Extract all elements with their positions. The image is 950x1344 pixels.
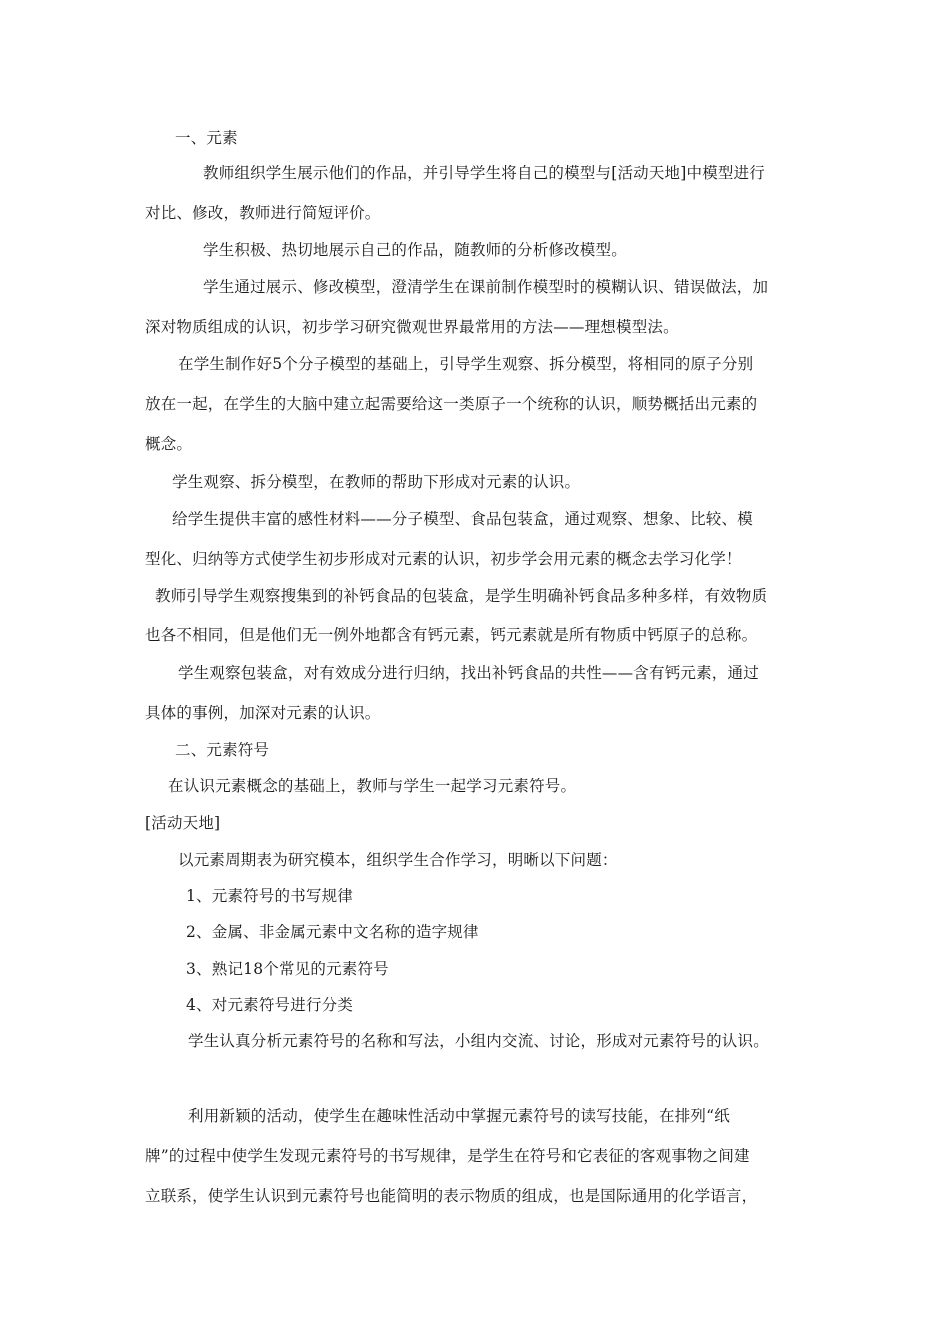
- section2-heading: 二、元素符号: [175, 741, 270, 759]
- s1-p6-line1: 给学生提供丰富的感性材料——分子模型、食品包装盒，通过观察、想象、比较、模: [172, 510, 753, 528]
- s1-p3-line2: 深对物质组成的认识，初步学习研究微观世界最常用的方法——理想模型法。: [145, 318, 679, 336]
- list-item-1: 1、元素符号的书写规律: [186, 887, 354, 905]
- s1-p8-line2: 具体的事例，加深对元素的认识。: [145, 704, 381, 722]
- list-item-2: 2、金属、非金属元素中文名称的造字规律: [186, 923, 479, 941]
- list-item-3: 3、熟记18个常见的元素符号: [186, 960, 389, 978]
- s1-p1-line1: 教师组织学生展示他们的作品，并引导学生将自己的模型与[活动天地]中模型进行: [203, 164, 765, 182]
- list-item-4: 4、对元素符号进行分类: [186, 996, 354, 1014]
- s1-p7-line2: 也各不相同，但是他们无一例外地都含有钙元素，钙元素就是所有物质中钙原子的总称。: [145, 626, 758, 644]
- s2-p4-line3: 立联系，使学生认识到元素符号也能简明的表示物质的组成，也是国际通用的化学语言，: [145, 1187, 758, 1205]
- s1-p5-line1: 学生观察、拆分模型，在教师的帮助下形成对元素的认识。: [172, 473, 581, 491]
- s1-p2-line1: 学生积极、热切地展示自己的作品，随教师的分析修改模型。: [203, 241, 627, 259]
- s1-p8-line1: 学生观察包装盒，对有效成分进行归纳，找出补钙食品的共性——含有钙元素，通过: [178, 664, 759, 682]
- s1-p1-line2: 对比、修改，教师进行简短评价。: [145, 204, 381, 222]
- s1-p4-line3: 概念。: [145, 435, 193, 453]
- s2-p1-line1: 在认识元素概念的基础上，教师与学生一起学习元素符号。: [168, 777, 577, 795]
- section1-heading: 一、元素: [175, 129, 238, 147]
- s2-p3-line1: 学生认真分析元素符号的名称和写法，小组内交流、讨论，形成对元素符号的认识。: [188, 1032, 769, 1050]
- s1-p4-line1: 在学生制作好5个分子模型的基础上，引导学生观察、拆分模型，将相同的原子分别: [178, 355, 754, 373]
- s2-p4-line2: 牌”的过程中使学生发现元素符号的书写规律，是学生在符号和它表征的客观事物之间建: [145, 1147, 750, 1165]
- activity-label: [活动天地]: [145, 814, 221, 832]
- s1-p7-line1: 教师引导学生观察搜集到的补钙食品的包装盒，是学生明确补钙食品多种多样，有效物质: [155, 587, 768, 605]
- s2-p4-line1: 利用新颖的活动，使学生在趣味性活动中掌握元素符号的读写技能，在排列“纸: [188, 1107, 730, 1125]
- s2-p2-line1: 以元素周期表为研究模本，组织学生合作学习，明晰以下问题：: [178, 851, 618, 869]
- s1-p6-line2: 型化、归纳等方式使学生初步形成对元素的认识，初步学会用元素的概念去学习化学！: [145, 550, 742, 568]
- s1-p3-line1: 学生通过展示、修改模型，澄清学生在课前制作模型时的模糊认识、错误做法，加: [203, 278, 769, 296]
- s1-p4-line2: 放在一起，在学生的大脑中建立起需要给这一类原子一个统称的认识，顺势概括出元素的: [145, 395, 758, 413]
